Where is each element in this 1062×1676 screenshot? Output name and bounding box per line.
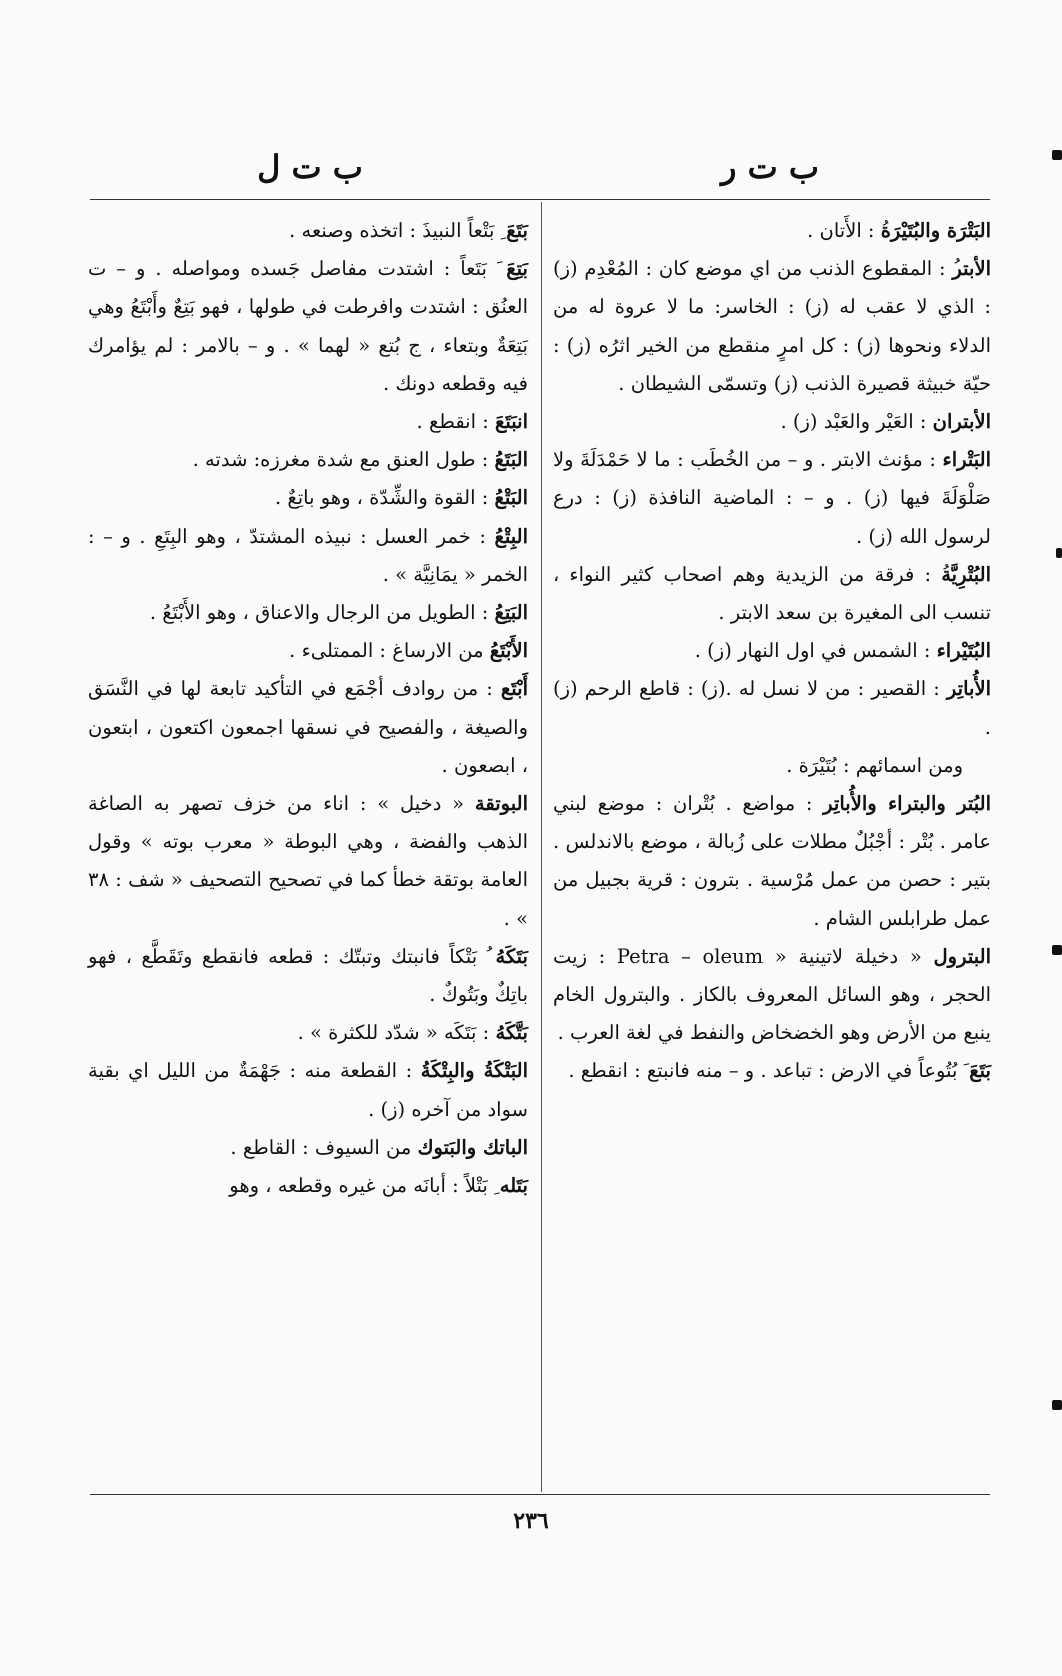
entry [553,212,991,250]
top-rule [90,199,990,200]
header-root-right: ب ت ر [721,148,819,186]
definition: : الطويل من الرجال والاعناق ، وهو الأَبْتَعُ . [149,601,489,625]
definition: : خمر العسل : نبيذه المشتدّ ، وهو البِتَعِ . و – : الخمر « يمَانِيَّة » . [88,524,528,586]
definition: من السيوف : القاطع . [230,1135,412,1159]
entry [88,441,528,479]
entry [88,670,528,785]
headword: البِتْعُ [494,524,529,548]
entry [88,212,528,250]
headword: البَتْرَة والبُتَيْرَة [880,219,991,242]
edge-mark [1056,548,1062,558]
headword: بَتَعَ [506,219,528,242]
definition: : مؤنث الابتر . و – من الخُطَب : ما لا حَمْدَلَةَ ولا صَلْوَلَةَ فيها (ز) . و – : الماضية النافذة (ز) : درع لرسول الله (ز) . [553,448,991,548]
headword: الأُباتِر [946,677,992,701]
entry [88,403,528,441]
headword: بَتِعَ [506,257,528,281]
entry [88,632,528,670]
headword: الأبتر [952,257,991,281]
definition: ُ : فرقة من الزيدية وهم اصحاب كثير النواء ، تنسب الى المغيرة بن سعد الابتر . [553,562,991,625]
definition: ِ بَتْعاً النبيذَ : اتخذه وصنعه . [289,219,501,242]
headword: البَتْعُ [494,486,528,510]
headword: بَتَعَ [969,1059,991,1083]
left-column [88,212,528,1205]
entry [553,747,991,785]
entry [553,403,991,441]
headword: أَبْتَع [500,677,528,701]
headword: الأبتران [932,410,991,434]
entry [88,1167,528,1205]
headword: البُتْرِيَّة [941,562,991,586]
headword: بَتَله [499,1174,528,1198]
entry [88,479,528,517]
definition: : طول العنق مع شدة مغرزه: شدته . [192,448,489,472]
definition: : القطعة منه : جَهْمَةٌ من الليل اي بقية سواد من آخره (ز) . [88,1059,528,1121]
entry [88,1014,528,1052]
entry [553,632,991,670]
entry [553,1052,991,1090]
headword: البَتْكَةُ والبِتْكَةُ [420,1059,528,1083]
headword: الأَبْتَعُ [489,639,528,663]
definition: : القصير : من لا نسل له .(ز) : قاطع الرحم (ز) . [553,677,991,739]
headword: بَتَكَهُ [495,944,528,968]
definition: : العَيْر والعَبْد (ز) . [780,410,927,434]
definition: ومن اسمائهم : بُتَيْرَة . [786,753,963,777]
column-divider [541,202,542,1492]
entry [88,250,528,403]
definition: : من روادف أجْمَع في التأكيد تابعة لها في النَّسَق والصيغة ، والفصيح في نسقها اجمعون اكتعون ، ابتعون ، ابصعون . [88,677,528,777]
entry [553,441,991,556]
entry [88,518,528,594]
page-number: ٢٣٦ [513,1508,549,1534]
headword: البترول [933,944,991,968]
right-column [553,212,991,1091]
edge-mark [1052,945,1062,955]
entry [553,250,991,403]
headword: البُتر والبتراء والأُباتِر [823,792,991,816]
headword: البوتقة [474,792,528,816]
headword: البُتَيْراء [936,639,991,663]
definition: : بَتَكَه « شدّد للكثرة » . [297,1021,490,1045]
entry [88,785,528,938]
entry [553,785,991,938]
entry [553,670,991,746]
definition: : القوة والشِّدّة ، وهو باتِعٌ . [274,486,489,510]
entry [88,594,528,632]
definition: « دخيلة لاتينية « Petra – oleum : زيت الحجر ، وهو السائل المعروف بالكاز . والبترول الخام ينبع من الأرض وهو الخضخاض والنفط في لغة العرب . [553,944,991,1045]
definition: ُ بَتْكاً فانبتك وتبتّك : قطعه فانقطع وتَقَطَّع ، فهو باتِكٌ وبَتُوكٌ . [88,944,528,1007]
edge-mark [1052,150,1062,160]
definition: من الارساغ : الممتلىء . [289,639,484,663]
headword: البَتَعُ [494,448,528,472]
entry [88,938,528,1014]
entry [88,1129,528,1167]
headword: الباتك والبَتوك [417,1135,528,1159]
definition: : مواضع . بُتْران : موضع لبني عامر . بُتْر : أجْبُلٌ مطلات على زُبالة ، موضع بالاندلس . بتير : حصن من عمل مُرْسية . بترون : قرية بجبيل من عمل طرابلس الشام . [553,792,991,930]
definition: « دخيل » : اناء من خزف تصهر به الصاغة الذهب والفضة ، وهي البوطة « معرب بوته » وقول العامة بوتقة خطأ كما في تصحيح التصحيف « شف : ٣٨ » . [88,792,528,930]
definition: َ بُتُوعاً في الارض : تباعد . و – منه فانبتع : انقطع . [568,1059,964,1083]
headword: البَتْراء [942,448,992,472]
entry [553,938,991,1053]
definition: ُ : الأَتان . [807,219,881,242]
entry [553,556,991,632]
definition: ِ بَتْلاً : أبانَه من غيره وقطعه ، وهو [229,1174,495,1198]
bottom-rule [90,1494,990,1495]
headword: انبَتَعَ [495,410,528,434]
definition: : انقطع . [416,410,489,434]
edge-mark [1052,1400,1062,1410]
headword: البَتِعُ [494,601,528,625]
header-root-left: ب ت ل [257,148,363,186]
definition: : الشمس في اول النهار (ز) . [694,639,931,663]
definition: َ بَتَعاً : اشتدت مفاصل جَسده ومواصله . و – ت العنُق : اشتدت وافرطت في طولها ، فهو بَتِعٌ وأَبْتَعُ وهي بَتِعَةٌ وبتعاء ، ج بُتع « لهما » . و – بالامر : لم يؤامرك فيه وقطعه دونك . [88,257,528,395]
entry [88,1052,528,1128]
headword: بَتَّكَهُ [495,1021,528,1045]
definition: ُ : المقطوع الذنب من اي موضع كان : المُعْدِم (ز) : الذي لا عقب له (ز) : الخاسر: ما لا عروة له من الدلاء ونحوها (ز) : كل امرٍ منقطع من الخير اثرُه (ز) : حيّة خبيثة قصيرة الذنب (ز) وتسمّى الشيطان . [553,257,991,395]
